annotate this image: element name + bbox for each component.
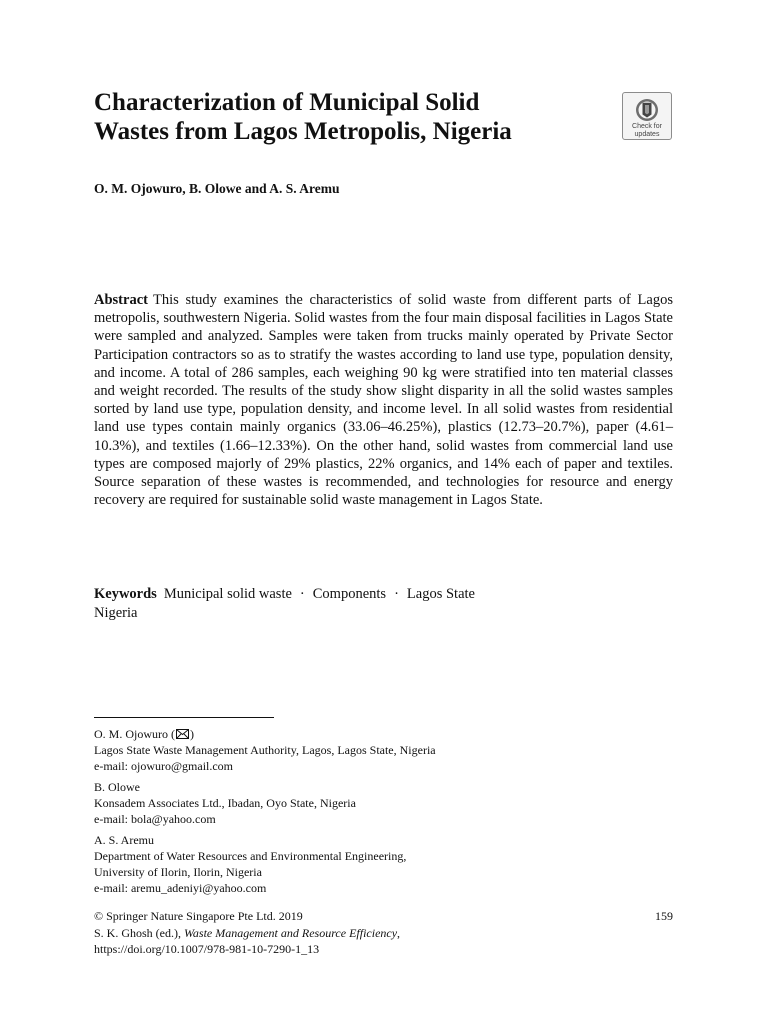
keyword-separator: · (394, 586, 399, 602)
affiliation-email: e-mail: bola@yahoo.com (94, 812, 216, 826)
chapter-title-line-1: Characterization of Municipal Solid (94, 89, 480, 116)
affiliation-email: e-mail: aremu_adeniyi@yahoo.com (94, 881, 267, 895)
copyright-block (94, 908, 673, 958)
check-for-updates-button[interactable] (622, 92, 672, 140)
book-title: Waste Management and Resource Efficiency (184, 925, 398, 940)
copyright-line: © Springer Nature Singapore Pte Ltd. 2019 (94, 909, 303, 923)
author-list: O. M. Ojowuro, B. Olowe and A. S. Aremu (94, 181, 340, 196)
book-citation: S. K. Ghosh (ed.), Waste Management and Resource Efficiency, (94, 925, 401, 940)
abstract-label: Abstract (94, 292, 148, 308)
check-for-updates-line-1: Check for (632, 123, 662, 130)
affiliation-author-name: B. Olowe (94, 780, 140, 794)
keyword-item: Nigeria (94, 605, 138, 621)
keywords (94, 585, 673, 623)
affiliation-line: Department of Water Resources and Environmental Engineering, (94, 849, 407, 863)
chapter-title (94, 88, 594, 146)
check-for-updates-icon (635, 98, 659, 122)
affiliation-ojowuro (94, 726, 673, 774)
keyword-item: Lagos State (406, 586, 475, 602)
envelope-icon (176, 729, 189, 739)
page-number: 159 (655, 909, 673, 923)
chapter-title-line-2: Wastes from Lagos Metropolis, Nigeria (94, 118, 512, 145)
check-for-updates-line-2: updates (634, 131, 660, 138)
affiliation-line: University of Ilorin, Ilorin, Nigeria (94, 865, 262, 879)
affiliation-aremu (94, 832, 673, 896)
keywords-label: Keywords (94, 586, 157, 602)
doi-link[interactable]: https://doi.org/10.1007/978-981-10-7290-1_13 (94, 942, 320, 956)
affiliation-line: Konsadem Associates Ltd., Ibadan, Oyo State, Nigeria (94, 796, 356, 810)
affiliation-author-name: A. S. Aremu (94, 833, 154, 847)
affiliation-olowe (94, 779, 673, 827)
footnote-divider (94, 717, 274, 718)
keyword-separator: · (299, 586, 305, 602)
keyword-item: Components (312, 586, 387, 602)
abstract-text: This study examines the characteristics of solid waste from different parts of Lagos metropolis, southwestern Nigeria. Solid wastes from the four main disposal facilities in Lagos State were sampled and analyzed. Samples were taken from trucks mainly operated by Private Sector Participation contractors so as to stratify the wastes according to land use type, population density, and income. A total of 286 samples, each weighing 90 kg were stratified into ten material classes and weight recorded. The results of the study show slight disparity in all the solid wastes samples sorted by land use type, population density, and income level. In all solid wastes from residential land use types contain mainly organics (33.06–46.25%), plastics (12.73–20.7%), paper (4.61–10.3%), and textiles (1.66–12.33%). On the other hand, solid wastes from commercial land use types are composed majorly of 29% plastics, 22% organics, and 14% each of paper and textiles. Source separation of these wastes is recommended, and technologies for resource and energy recovery are required for sustainable solid waste management in Lagos State. (94, 292, 673, 509)
abstract (94, 291, 673, 509)
affiliation-author-name: O. M. Ojowuro ( ) (94, 727, 194, 741)
keyword-item: Municipal solid waste (163, 586, 292, 602)
affiliation-line: Lagos State Waste Management Authority, Lagos, Lagos State, Nigeria (94, 743, 436, 757)
affiliation-email: e-mail: ojowuro@gmail.com (94, 759, 234, 773)
